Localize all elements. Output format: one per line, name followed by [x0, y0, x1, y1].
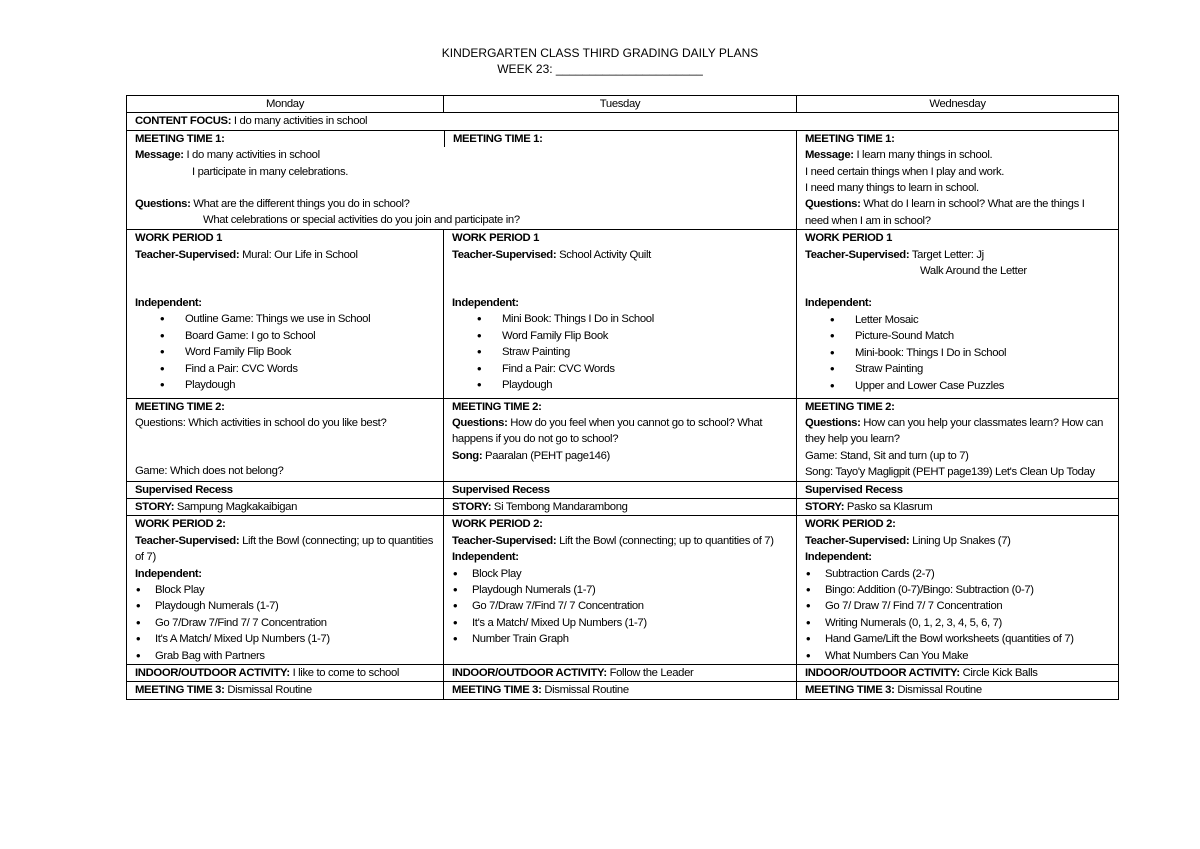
meeting3-text: Dismissal Routine: [541, 684, 629, 697]
message-line-2: I participate in many celebrations.: [192, 165, 349, 178]
list-item: • Straw Painting: [452, 344, 788, 360]
indoor-label: INDOOR/OUTDOOR ACTIVITY:: [135, 667, 290, 679]
indoor-wednesday: [797, 665, 1119, 682]
song-text: Paaralan (PEHT page146): [482, 449, 610, 462]
content-focus-label: CONTENT FOCUS:: [135, 115, 232, 128]
day-header-tuesday: Tuesday: [444, 96, 797, 113]
questions-label: Questions:: [135, 198, 191, 211]
meeting2-tuesday-cell: [444, 398, 797, 481]
meeting3-tuesday: [444, 682, 797, 699]
list-item: • Find a Pair: CVC Words: [452, 361, 788, 377]
meeting1-mon-questions: [135, 196, 788, 212]
message-label: Message:: [805, 149, 854, 162]
message-line-1: I learn many things in school.: [853, 149, 993, 162]
teacher-supervised-text: Lift the Bowl (connecting; up to quantities of 7): [556, 534, 774, 547]
independent-list: [452, 566, 788, 648]
meeting3-label: MEETING TIME 3:: [805, 684, 895, 697]
work-period-2-row: [127, 516, 1119, 665]
work1-label: WORK PERIOD 1: [135, 232, 223, 245]
document-header: [0, 45, 1200, 77]
week-line: WEEK 23: ______________________: [497, 62, 703, 76]
meeting2-song: [452, 448, 788, 464]
story-text: Sampung Magkakaibigan: [174, 500, 298, 513]
day-header-row: [127, 96, 1119, 113]
work1-teacher-supervised: [452, 247, 788, 263]
teacher-supervised-label: Teacher-Supervised:: [135, 534, 240, 547]
list-item: • Playdough Numerals (1-7): [135, 598, 435, 614]
meeting2-wednesday-cell: [797, 398, 1119, 481]
independent-label: Independent:: [805, 551, 872, 564]
story-label: STORY:: [805, 500, 845, 513]
questions-text: How do you feel when you cannot go to school? What happens if you do not go to school?: [452, 416, 763, 446]
list-item: • Bingo: Addition (0-7)/Bingo: Subtraction (0-7): [805, 582, 1110, 598]
meeting1-mon-label: MEETING TIME 1:: [135, 132, 225, 145]
story-row: [127, 498, 1119, 515]
list-item: • Go 7/Draw 7/Find 7/ 7 Concentration: [135, 615, 435, 631]
questions-line-2: What celebrations or special activities do you join and participate in?: [203, 214, 520, 227]
content-focus-text: I do many activities in school: [231, 115, 368, 128]
list-item: • Block Play: [452, 566, 788, 582]
work-period-1-row: [127, 230, 1119, 398]
story-wednesday: [797, 498, 1119, 515]
list-item: • Block Play: [135, 582, 435, 598]
list-item: • Straw Painting: [805, 361, 1110, 377]
indoor-label: INDOOR/OUTDOOR ACTIVITY:: [805, 667, 960, 679]
work2-wednesday-cell: [797, 516, 1119, 665]
list-item: • Upper and Lower Case Puzzles: [805, 378, 1110, 394]
meeting1-wed-message: [805, 147, 1110, 163]
meeting2-questions: [452, 415, 788, 448]
work1-monday-cell: [127, 230, 444, 398]
meeting3-label: MEETING TIME 3:: [452, 684, 542, 697]
teacher-supervised-text: Target Letter: Jj: [909, 248, 984, 261]
list-item: • Playdough Numerals (1-7): [452, 582, 788, 598]
work1-label: WORK PERIOD 1: [805, 232, 893, 245]
independent-list: [805, 312, 1110, 394]
questions-line-1: What are the different things you do in school?: [190, 198, 410, 211]
independent-label: Independent:: [452, 297, 519, 310]
recess-wednesday: Supervised Recess: [797, 481, 1119, 498]
list-item: • Mini-book: Things I Do in School: [805, 345, 1110, 361]
teacher-supervised-label: Teacher-Supervised:: [135, 248, 240, 261]
work2-label: WORK PERIOD 2:: [135, 518, 226, 531]
message-line-3: I need many things to learn in school.: [805, 182, 979, 195]
meeting2-label: MEETING TIME 2:: [452, 400, 542, 413]
meeting1-wed-questions: [805, 196, 1110, 229]
meeting2-song: Song: Tayo'y Magligpit (PEHT page139) Let's Clean Up Today: [805, 466, 1095, 479]
list-item: • Number Train Graph: [452, 631, 788, 647]
work2-monday-cell: [127, 516, 444, 665]
meeting2-monday-cell: [127, 398, 444, 481]
day-header-monday: Monday: [127, 96, 444, 113]
story-text: Pasko sa Klasrum: [844, 500, 933, 513]
list-item: • Subtraction Cards (2-7): [805, 566, 1110, 582]
day-header-wednesday: Wednesday: [797, 96, 1119, 113]
list-item: • Word Family Flip Book: [135, 344, 435, 360]
teacher-supervised-label: Teacher-Supervised:: [452, 534, 557, 547]
meeting1-monday-tuesday-cell: [127, 130, 797, 229]
meeting3-text: Dismissal Routine: [224, 684, 312, 697]
list-item: • Go 7/ Draw 7/ Find 7/ 7 Concentration: [805, 598, 1110, 614]
indoor-text: Follow the Leader: [606, 667, 694, 679]
meeting1-mon-message: [135, 147, 788, 163]
list-item: • Mini Book: Things I Do in School: [452, 311, 788, 327]
meeting-time-3-row: [127, 682, 1119, 699]
work1-tuesday-cell: [444, 230, 797, 398]
work2-teacher-supervised: [135, 533, 435, 566]
independent-label: Independent:: [452, 551, 519, 564]
meeting3-monday: [127, 682, 444, 699]
story-tuesday: [444, 498, 797, 515]
list-item: • It's a Match/ Mixed Up Numbers (1-7): [452, 615, 788, 631]
teacher-supervised-text: School Activity Quilt: [556, 248, 651, 261]
meeting1-wed-label: MEETING TIME 1:: [805, 132, 895, 145]
teacher-supervised-label: Teacher-Supervised:: [805, 248, 910, 261]
meeting-time-1-row: [127, 130, 1119, 229]
list-item: • Board Game: I go to School: [135, 328, 435, 344]
indoor-label: INDOOR/OUTDOOR ACTIVITY:: [452, 667, 607, 679]
document-title: KINDERGARTEN CLASS THIRD GRADING DAILY PLANS: [441, 46, 759, 60]
teacher-supervised-label: Teacher-Supervised:: [805, 534, 910, 547]
independent-label: Independent:: [135, 297, 202, 310]
recess-tuesday: Supervised Recess: [444, 481, 797, 498]
work2-teacher-supervised: [452, 533, 788, 549]
teacher-supervised-text: Lining Up Snakes (7): [909, 534, 1011, 547]
list-item: • It's A Match/ Mixed Up Numbers (1-7): [135, 631, 435, 647]
meeting2-questions: Questions: Which activities in school do you like best?: [135, 416, 387, 429]
story-label: STORY:: [135, 500, 175, 513]
work1-label: WORK PERIOD 1: [452, 232, 540, 245]
teacher-supervised-text: Lift the Bowl (connecting; up to quantities of 7): [135, 534, 434, 564]
meeting1-tue-label: MEETING TIME 1:: [444, 131, 543, 147]
meeting-time-2-row: [127, 398, 1119, 481]
work2-label: WORK PERIOD 2:: [452, 518, 543, 531]
list-item: • Find a Pair: CVC Words: [135, 361, 435, 377]
list-item: • Go 7/Draw 7/Find 7/ 7 Concentration: [452, 598, 788, 614]
daily-plan-table: [126, 95, 1119, 700]
meeting2-questions: [805, 415, 1110, 448]
questions-label: Questions:: [805, 416, 861, 429]
meeting1-wednesday-cell: [797, 130, 1119, 229]
indoor-text: Circle Kick Balls: [959, 667, 1038, 679]
list-item: • Outline Game: Things we use in School: [135, 311, 435, 327]
indoor-tuesday: [444, 665, 797, 682]
indoor-outdoor-row: [127, 665, 1119, 682]
story-monday: [127, 498, 444, 515]
work1-teacher-supervised: [135, 247, 435, 263]
independent-list: [135, 582, 435, 664]
teacher-supervised-line-2: Walk Around the Letter: [920, 265, 1027, 278]
questions-text: What do I learn in school? What are the things I need when I am in school?: [805, 198, 1085, 227]
work2-label: WORK PERIOD 2:: [805, 518, 896, 531]
song-label: Song:: [452, 449, 483, 462]
list-item: • Picture-Sound Match: [805, 328, 1110, 344]
independent-list: [805, 566, 1110, 664]
meeting2-game: Game: Stand, Sit and turn (up to 7): [805, 449, 969, 462]
meeting3-label: MEETING TIME 3:: [135, 684, 225, 697]
meeting3-text: Dismissal Routine: [894, 684, 982, 697]
work1-teacher-supervised: [805, 247, 1110, 263]
work1-wednesday-cell: [797, 230, 1119, 398]
list-item: • Playdough: [135, 377, 435, 393]
meeting2-game: Game: Which does not belong?: [135, 465, 284, 478]
meeting2-label: MEETING TIME 2:: [135, 400, 225, 413]
work2-teacher-supervised: [805, 533, 1110, 549]
message-line-1: I do many activities in school: [183, 149, 320, 162]
message-label: Message:: [135, 149, 184, 162]
content-focus-cell: [127, 113, 1119, 130]
list-item: • Writing Numerals (0, 1, 2, 3, 4, 5, 6, 7): [805, 615, 1110, 631]
questions-label: Questions:: [452, 416, 508, 429]
list-item: • Hand Game/Lift the Bowl worksheets (quantities of 7): [805, 631, 1110, 647]
indoor-text: I like to come to school: [289, 667, 400, 679]
recess-monday: Supervised Recess: [127, 481, 444, 498]
meeting3-wednesday: [797, 682, 1119, 699]
independent-list: [452, 311, 788, 393]
teacher-supervised-text: Mural: Our Life in School: [239, 248, 358, 261]
independent-list: [135, 311, 435, 393]
message-line-2: I need certain things when I play and work.: [805, 165, 1005, 178]
supervised-recess-row: [127, 481, 1119, 498]
content-focus-row: [127, 113, 1119, 130]
list-item: • Letter Mosaic: [805, 312, 1110, 328]
teacher-supervised-label: Teacher-Supervised:: [452, 248, 557, 261]
list-item: • What Numbers Can You Make: [805, 648, 1110, 664]
independent-label: Independent:: [135, 567, 202, 580]
story-label: STORY:: [452, 500, 492, 513]
meeting2-label: MEETING TIME 2:: [805, 400, 895, 413]
list-item: • Grab Bag with Partners: [135, 648, 435, 664]
independent-label: Independent:: [805, 297, 872, 310]
list-item: • Word Family Flip Book: [452, 328, 788, 344]
story-text: Si Tembong Mandarambong: [491, 500, 628, 513]
list-item: • Playdough: [452, 377, 788, 393]
questions-text: How can you help your classmates learn? How can they help you learn?: [805, 416, 1104, 446]
work2-tuesday-cell: [444, 516, 797, 665]
indoor-monday: [127, 665, 444, 682]
questions-label: Questions:: [805, 198, 861, 211]
